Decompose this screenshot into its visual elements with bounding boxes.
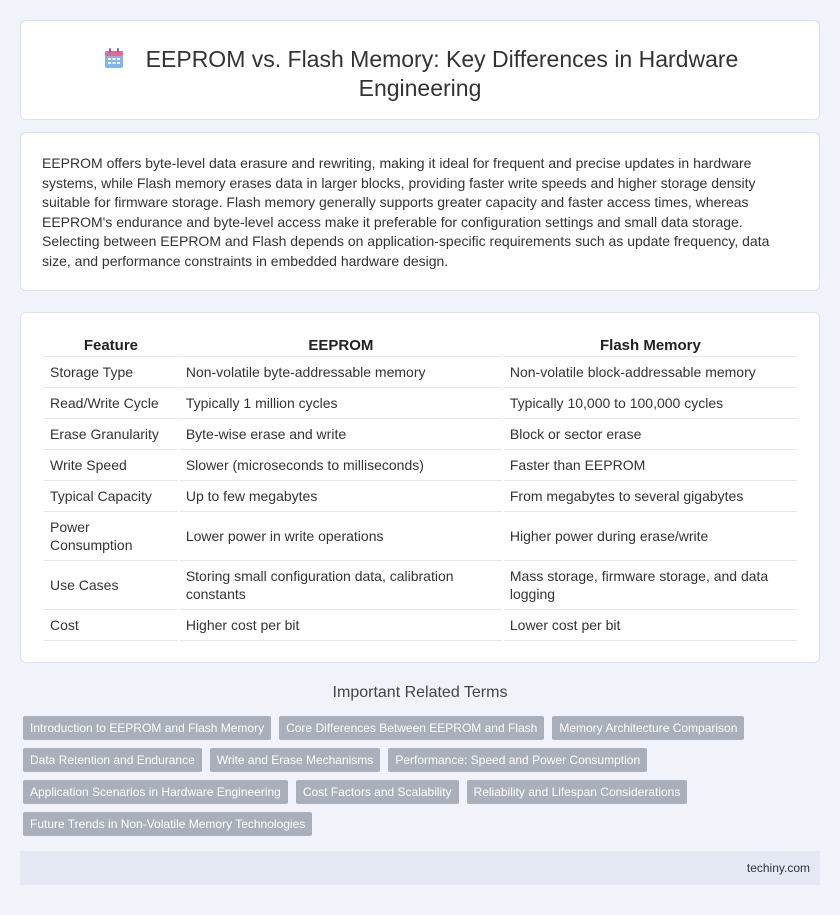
related-term-tag[interactable]: Data Retention and Endurance <box>23 748 202 772</box>
related-term-tag[interactable]: Future Trends in Non-Volatile Memory Technologies <box>23 812 312 836</box>
header-flash: Flash Memory <box>504 335 797 357</box>
cell-feature: Use Cases <box>44 561 178 610</box>
related-term-tag[interactable]: Cost Factors and Scalability <box>296 780 459 804</box>
cell-feature: Write Speed <box>44 450 178 481</box>
header-card <box>20 20 820 120</box>
table-row <box>44 512 797 561</box>
page-title-text: EEPROM vs. Flash Memory: Key Differences in Hardware Engineering <box>145 46 739 101</box>
tag-row <box>23 780 743 804</box>
table-row <box>44 357 797 388</box>
table-row <box>44 450 797 481</box>
cell-flash: From megabytes to several gigabytes <box>504 481 797 512</box>
cell-flash: Typically 10,000 to 100,000 cycles <box>504 388 797 419</box>
related-terms-title: Important Related Terms <box>332 684 508 701</box>
cell-eeprom: Up to few megabytes <box>180 481 502 512</box>
cell-flash: Mass storage, firmware storage, and data logging <box>504 561 797 610</box>
cell-flash: Higher power during erase/write <box>504 512 797 561</box>
cell-eeprom: Typically 1 million cycles <box>180 388 502 419</box>
related-term-tag[interactable]: Application Scenarios in Hardware Engineering <box>23 780 288 804</box>
comparison-table-card <box>20 312 820 663</box>
related-terms-list <box>23 716 743 844</box>
cell-feature: Power Consumption <box>44 512 178 561</box>
cell-feature: Storage Type <box>44 357 178 388</box>
cell-eeprom: Slower (microseconds to milliseconds) <box>180 450 502 481</box>
intro-paragraph: EEPROM offers byte-level data erasure and rewriting, making it ideal for frequent and precise updates in hardware systems, while Flash memory erases data in larger blocks, providing faster write speeds and higher storage density suitable for firmware storage. Flash memory generally supports greater capacity and faster access times, whereas EEPROM's endurance and byte-level access make it preferable for configuration settings and small data storage. Selecting between EEPROM and Flash depends on application-specific requirements such as update frequency, data size, and performance constraints in embedded hardware design. <box>42 155 770 269</box>
cell-eeprom: Non-volatile byte-addressable memory <box>180 357 502 388</box>
cell-feature: Erase Granularity <box>44 419 178 450</box>
related-term-tag[interactable]: Performance: Speed and Power Consumption <box>388 748 647 772</box>
cell-eeprom: Higher cost per bit <box>180 610 502 641</box>
table-row <box>44 610 797 641</box>
tag-row <box>23 748 743 772</box>
table-row <box>44 388 797 419</box>
cell-eeprom: Byte-wise erase and write <box>180 419 502 450</box>
tag-row <box>23 812 743 836</box>
footer <box>20 851 820 885</box>
cell-flash: Lower cost per bit <box>504 610 797 641</box>
cell-feature: Typical Capacity <box>44 481 178 512</box>
related-term-tag[interactable]: Core Differences Between EEPROM and Flash <box>279 716 544 740</box>
comparison-table <box>42 335 799 641</box>
title-wrap <box>21 45 819 103</box>
cell-feature: Read/Write Cycle <box>44 388 178 419</box>
intro-card <box>20 132 820 291</box>
header-eeprom: EEPROM <box>180 335 502 357</box>
cell-flash: Faster than EEPROM <box>504 450 797 481</box>
cell-feature: Cost <box>44 610 178 641</box>
table-header-row <box>44 335 797 357</box>
calendar-icon <box>102 46 126 70</box>
related-term-tag[interactable]: Write and Erase Mechanisms <box>210 748 381 772</box>
table-row <box>44 481 797 512</box>
table-row <box>44 561 797 610</box>
related-term-tag[interactable]: Introduction to EEPROM and Flash Memory <box>23 716 271 740</box>
page-title <box>81 45 759 103</box>
footer-site[interactable]: techiny.com <box>746 861 810 875</box>
cell-flash: Block or sector erase <box>504 419 797 450</box>
cell-eeprom: Storing small configuration data, calibration constants <box>180 561 502 610</box>
cell-flash: Non-volatile block-addressable memory <box>504 357 797 388</box>
cell-eeprom: Lower power in write operations <box>180 512 502 561</box>
header-feature: Feature <box>44 335 178 357</box>
related-term-tag[interactable]: Reliability and Lifespan Considerations <box>467 780 688 804</box>
related-term-tag[interactable]: Memory Architecture Comparison <box>552 716 744 740</box>
table-row <box>44 419 797 450</box>
tag-row <box>23 716 743 740</box>
